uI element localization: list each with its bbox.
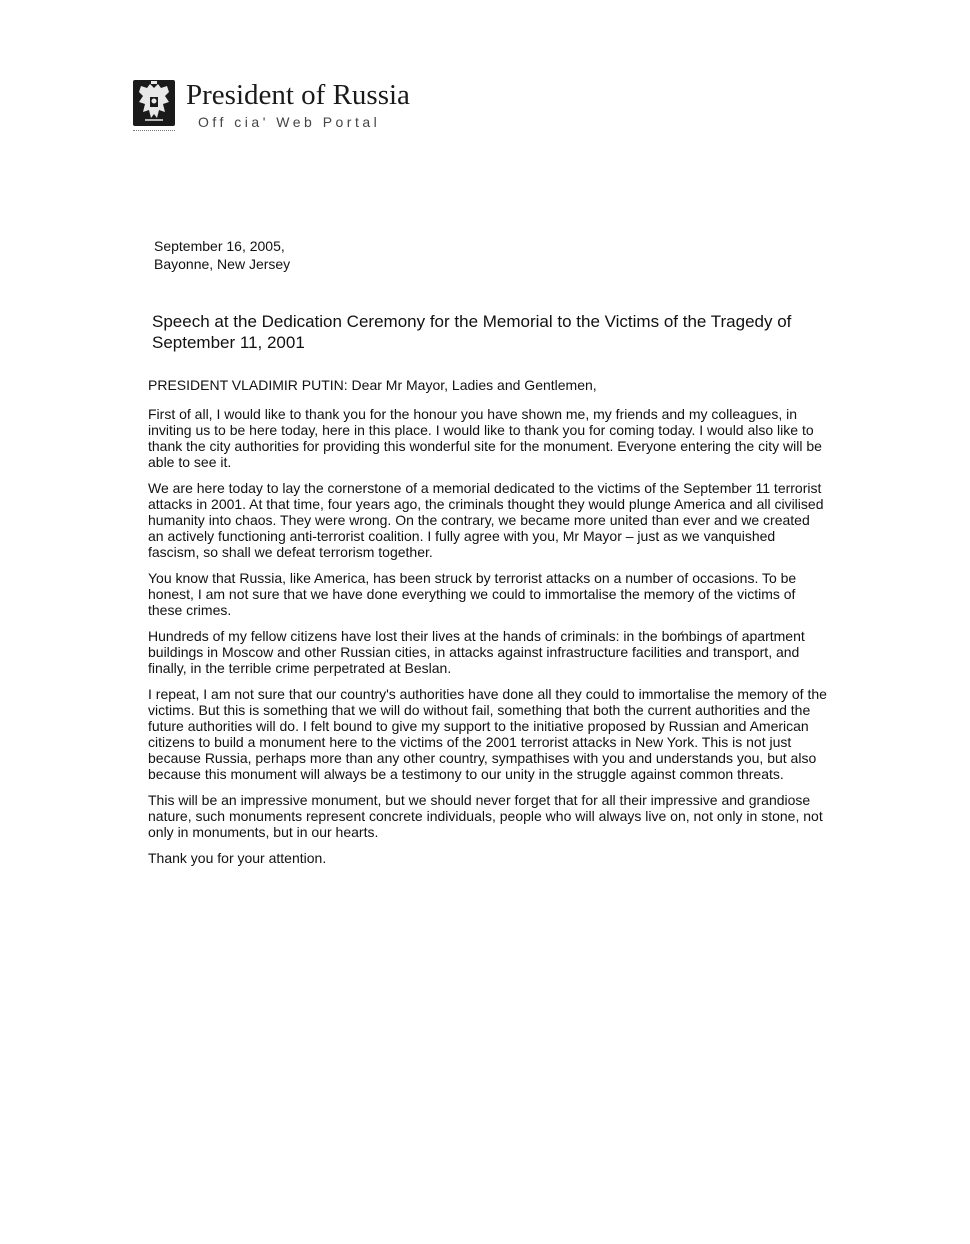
paragraph: I repeat, I am not sure that our country's authorities have done all they could to immortalise the memory of the victims. But this is something that we will do without fail, something that both the current authorities and the future authorities will do. I felt bound to give my support to the initiative proposed by Russian and American citizens to build a monument here to the victims of the 2001 terrorist attacks in New York. This is not just because Russia, perhaps more than any other country, sympathises with you and understands you, but also because this monument will always be a testimony to our unity in the struggle against common threats. bbox=[148, 686, 827, 782]
emblem-underline bbox=[133, 130, 175, 134]
paragraph: We are here today to lay the cornerstone of a memorial dedicated to the victims of the September 11 terrorist attacks in 2001. At that time, four years ago, the criminals thought they would plunge America and all civilised humanity into chaos. They were wrong. On the contrary, we became more united than ever and we created an actively functioning anti-terrorist coalition. I fully agree with you, Mr Mayor – just as we vanquished fascism, so shall we defeat terrorism together. bbox=[148, 480, 824, 560]
paragraph-closing: Thank you for your attention. bbox=[148, 850, 327, 866]
paragraph-salutation: PRESIDENT VLADIMIR PUTIN: Dear Mr Mayor, Ladies and Gentlemen, bbox=[148, 377, 597, 393]
site-header bbox=[133, 78, 453, 138]
paragraph: You know that Russia, like America, has been struck by terrorist attacks on a number of occasions. To be honest, I am not sure that we have done everything we could to immortalise the memory of the victims of these crimes. bbox=[148, 570, 797, 618]
speech-body bbox=[148, 377, 828, 876]
paragraph: First of all, I would like to thank you for the honour you have shown me, my friends and my colleagues, in inviting us to be here today, here in this place. I would like to thank you for coming today. I would also like to thank the city authorities for providing this wonderful site for the monument. Everyone entering the city will be able to see it. bbox=[148, 406, 822, 470]
site-subtitle: Off cia' Web Portal bbox=[198, 114, 381, 130]
site-title: President of Russia bbox=[186, 79, 410, 111]
dateline bbox=[154, 237, 290, 273]
speech-date: September 16, 2005, bbox=[154, 238, 285, 254]
paragraph: This will be an impressive monument, but we should never forget that for all their impressive and grandiose nature, such monuments represent concrete individuals, people who will always live on, not only in stone, not only in monuments, but in our hearts. bbox=[148, 792, 823, 840]
speech-title: Speech at the Dedication Ceremony for the Memorial to the Victims of the Tragedy of September 11, 2001 bbox=[152, 312, 792, 352]
speech-location: Bayonne, New Jersey bbox=[154, 256, 291, 272]
paragraph: Hundreds of my fellow citizens have lost their lives at the hands of criminals: in the bombings of apartment buildings in Moscow and other Russian cities, in attacks against infrastructure facilities and transport, and finally, in the terrible crime perpetrated at Beslan. bbox=[148, 628, 805, 676]
double-headed-eagle-emblem-icon bbox=[133, 80, 175, 126]
